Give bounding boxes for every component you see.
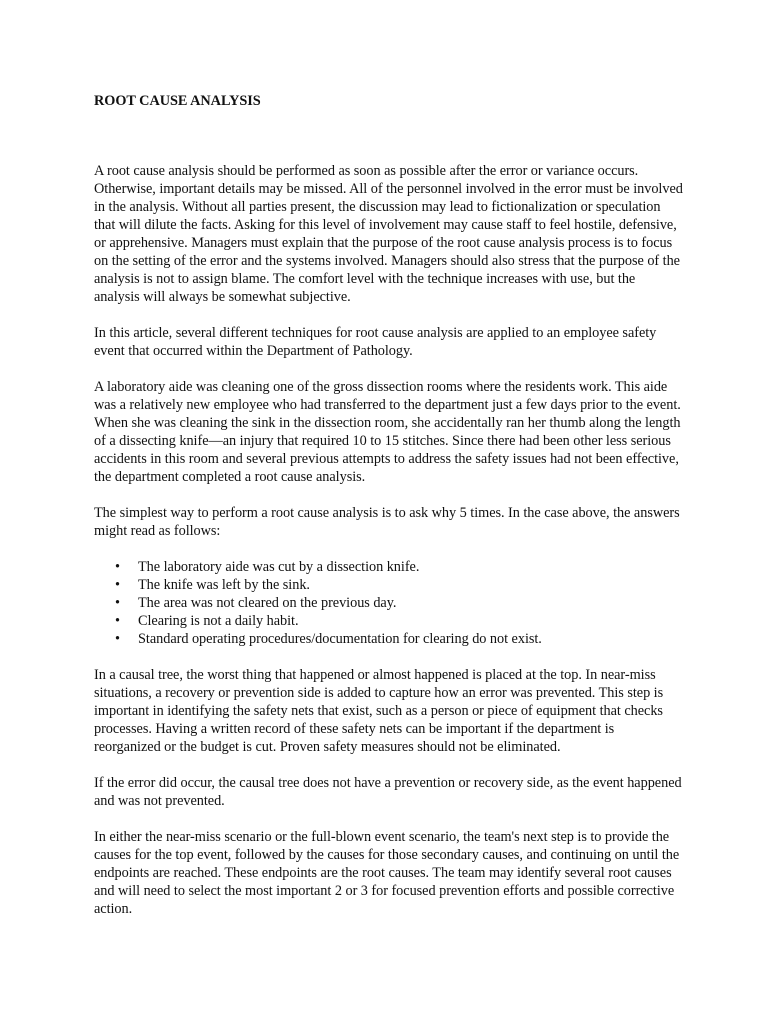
list-item-text: The knife was left by the sink. <box>138 577 310 593</box>
list-item <box>94 594 684 612</box>
paragraph-incident: A laboratory aide was cleaning one of the gross dissection rooms where the residents work. This aide was a relatively new employee who had transferred to the department just a few days prior to the event. When she was cleaning the sink in the dissection room, she accidentally ran her thumb along the length of a dissecting knife—an injury that required 10 to 15 stitches. Since there had been other less serious accidents in this room and several previous attempts to address the safety issues had not been effective, the department completed a root cause analysis. <box>94 379 681 485</box>
bullet-icon: • <box>115 559 120 575</box>
list-item-text: The laboratory aide was cut by a dissection knife. <box>138 559 420 575</box>
document-page <box>94 92 684 936</box>
bullet-icon: • <box>115 577 120 593</box>
paragraph-causal-tree: In a causal tree, the worst thing that happened or almost happened is placed at the top. In near-miss situations, a recovery or prevention side is added to capture how an error was prevented. This step is important in identifying the safety nets that exist, such as a person or piece of equipment that checks processes. Having a written record of these safety nets can be important if the department is reorganized or the budget is cut. Proven safety measures should not be eliminated. <box>94 667 664 755</box>
list-item <box>94 630 684 648</box>
bullet-icon: • <box>115 613 120 629</box>
list-item-text: Standard operating procedures/documentation for clearing do not exist. <box>138 631 542 647</box>
paragraph-purpose: A root cause analysis should be performed as soon as possible after the error or variance occurs. Otherwise, important details may be missed. All of the personnel involved in the error must be involved in the analysis. Without all parties present, the discussion may lead to fictionalization or speculation that will dilute the facts. Asking for this level of involvement may cause staff to feel hostile, defensive, or apprehensive. Managers must explain that the purpose of the root cause analysis process is to focus on the setting of the error and the systems involved. Managers should also stress that the purpose of the analysis is not to assign blame. The comfort level with the technique increases with use, but the analysis will always be somewhat subjective. <box>94 163 683 305</box>
list-item-text: Clearing is not a daily habit. <box>138 613 299 629</box>
paragraph-next-step: In either the near-miss scenario or the full-blown event scenario, the team's next step is to provide the causes for the top event, followed by the causes for those secondary causes, and continuing on until the endpoints are reached. These endpoints are the root causes. The team may identify several root causes and will need to select the most important 2 or 3 for focused prevention efforts and possible corrective action. <box>94 829 680 917</box>
paragraph-article-intro: In this article, several different techniques for root cause analysis are applied to an employee safety event that occurred within the Department of Pathology. <box>94 325 657 359</box>
document-title: ROOT CAUSE ANALYSIS <box>94 93 261 109</box>
list-item-text: The area was not cleared on the previous day. <box>138 595 397 611</box>
list-item <box>94 576 684 594</box>
bullet-icon: • <box>115 595 120 611</box>
list-item <box>94 612 684 630</box>
bullet-icon: • <box>115 631 120 647</box>
five-whys-list <box>94 558 684 648</box>
paragraph-five-whys: The simplest way to perform a root cause analysis is to ask why 5 times. In the case above, the answers might read as follows: <box>94 505 680 539</box>
list-item <box>94 558 684 576</box>
paragraph-error-occurred: If the error did occur, the causal tree does not have a prevention or recovery side, as the event happened and was not prevented. <box>94 775 682 809</box>
